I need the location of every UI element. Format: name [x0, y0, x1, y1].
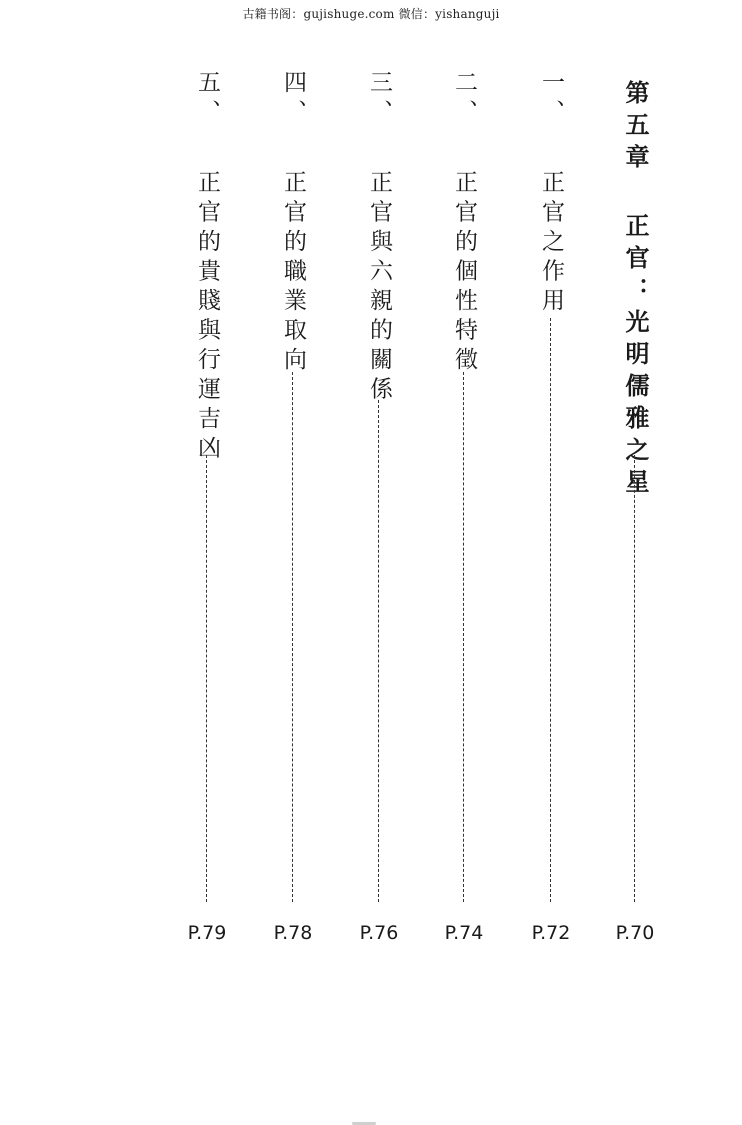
toc-entry-4 [273, 0, 313, 1125]
chapter-page-number: P.70 [615, 922, 655, 944]
entry-title: 正官的個性特徵 [451, 170, 477, 377]
entry-number: 二、 [451, 70, 477, 129]
entry-title: 正官的職業取向 [280, 170, 306, 377]
watermark-text: 古籍书阁：gujishuge.com 微信：yishanguji [242, 7, 500, 21]
dotted-leader [378, 400, 379, 902]
entry-number: 五、 [194, 70, 220, 129]
dotted-leader [634, 455, 635, 902]
chapter-title: 第五章 正官：光明儒雅之星 [621, 80, 650, 501]
entry-number: 四、 [280, 70, 306, 129]
entry-number: 一、 [538, 70, 564, 129]
dotted-leader [206, 455, 207, 902]
entry-title: 正官之作用 [538, 170, 564, 318]
entry-page-number: P.72 [531, 922, 571, 944]
dotted-leader [550, 318, 551, 902]
entry-page-number: P.76 [359, 922, 399, 944]
dotted-leader [292, 372, 293, 902]
entry-page-number: P.78 [273, 922, 313, 944]
dotted-leader [463, 372, 464, 902]
entry-page-number: P.79 [187, 922, 227, 944]
toc-entry-1 [531, 0, 571, 1125]
entry-page-number: P.74 [444, 922, 484, 944]
toc-entry-3 [359, 0, 399, 1125]
toc-entry-2 [444, 0, 484, 1125]
entry-title: 正官與六親的關係 [366, 170, 392, 406]
entry-title: 正官的貴賤與行運吉凶 [194, 170, 220, 465]
toc-entry-5 [187, 0, 227, 1125]
entry-number: 三、 [366, 70, 392, 129]
chapter-column [615, 0, 655, 1125]
